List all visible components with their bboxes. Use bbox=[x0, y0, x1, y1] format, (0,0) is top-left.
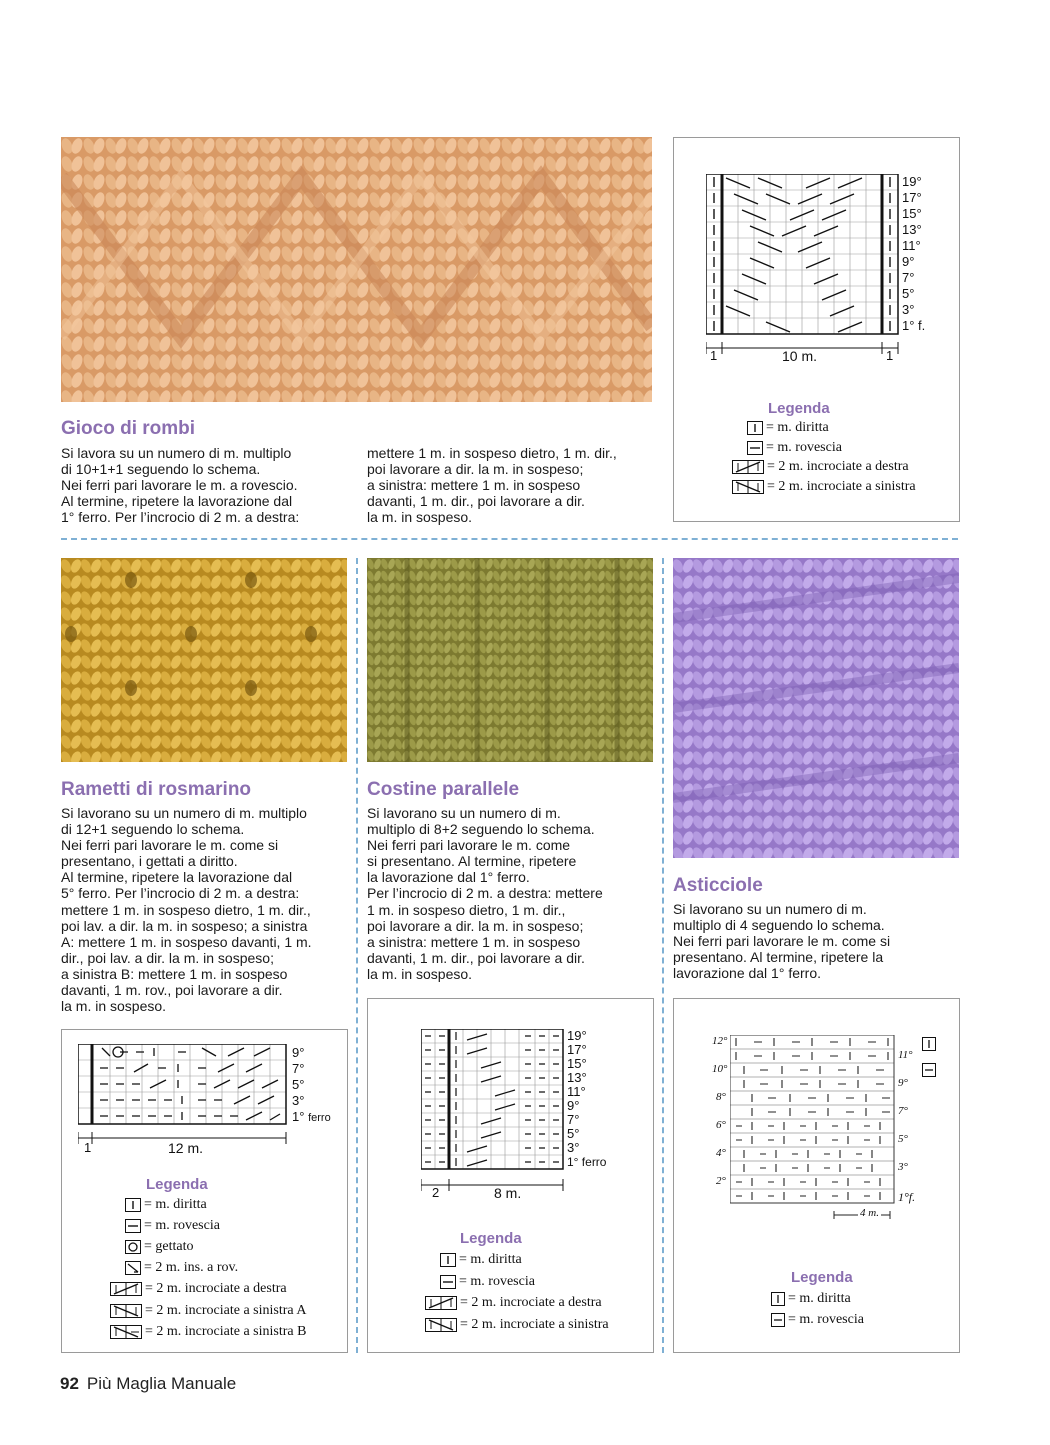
knit-stitch-icon bbox=[747, 421, 763, 435]
purl-stitch-icon bbox=[125, 1219, 141, 1233]
legend-item bbox=[771, 1312, 864, 1328]
instruction-line: mettere 1 m. in sospeso dietro, 1 m. dir., bbox=[367, 445, 617, 461]
legend-item bbox=[125, 1197, 207, 1213]
legend-label: = 2 m. incrociate a destra bbox=[767, 459, 909, 474]
chart-row-label: 1° f. bbox=[902, 318, 926, 333]
legend-item bbox=[747, 440, 842, 456]
instruction-line: Nei ferri pari lavorare le m. come bbox=[367, 837, 571, 854]
instruction-line: davanti, 1 m. dir., poi lavorare a dir. bbox=[367, 949, 585, 966]
chart-row-label: 13° bbox=[567, 1070, 587, 1085]
legend-item bbox=[425, 1317, 609, 1333]
legend-item bbox=[125, 1239, 194, 1255]
purl-two-together-icon bbox=[125, 1261, 141, 1275]
legend-label: = m. diritta bbox=[766, 420, 829, 435]
legend-item bbox=[110, 1324, 306, 1340]
page-footer bbox=[60, 1374, 236, 1394]
legend-label: = gettato bbox=[144, 1239, 194, 1254]
chart-box-gioco-di-rombi bbox=[673, 137, 960, 522]
chart-row-label: 11° bbox=[902, 238, 921, 253]
left-cross-icon bbox=[732, 480, 764, 494]
chart-row-label: 19° bbox=[902, 174, 922, 189]
chart-row-label: 9° bbox=[902, 254, 915, 269]
chart-width-label: 12 m. bbox=[168, 1140, 204, 1156]
legend-title: Legenda bbox=[768, 400, 830, 417]
yarn-over-icon bbox=[125, 1240, 141, 1254]
instruction-line: si presentano. Al termine, ripetere bbox=[367, 853, 577, 870]
pattern-instructions bbox=[673, 901, 958, 981]
knit-texture-peach bbox=[61, 137, 652, 402]
chart-row-label: 1° ferro bbox=[567, 1155, 607, 1169]
knitting-chart-grid bbox=[706, 174, 906, 364]
chart-width-label: 8 m. bbox=[494, 1185, 522, 1201]
pattern-title: Costine parallele bbox=[367, 779, 520, 800]
legend-item bbox=[110, 1281, 287, 1297]
chart-row-label: 5° bbox=[902, 286, 915, 301]
left-cross-icon bbox=[425, 1318, 457, 1332]
chart-row-label: 5° bbox=[567, 1126, 580, 1141]
pattern-title: Asticciole bbox=[673, 875, 763, 896]
legend-item bbox=[425, 1295, 602, 1311]
instruction-line: Nei ferri pari lavorare le m. come si bbox=[61, 837, 279, 854]
chart-width-label: 1 bbox=[710, 348, 718, 363]
instruction-line: a sinistra: mettere 1 m. in sospeso bbox=[367, 933, 581, 950]
chart-row-label: 7° bbox=[292, 1061, 305, 1076]
instruction-line: mettere 1 m. in sospeso dietro, 1 m. dir., bbox=[61, 901, 311, 918]
knit-texture-olive bbox=[367, 558, 653, 762]
instruction-line: davanti, 1 m. rov., poi lavorare a dir. bbox=[61, 982, 283, 999]
pattern-instructions-col1 bbox=[61, 445, 361, 525]
chart-row-label: 9° bbox=[567, 1098, 580, 1113]
legend-item bbox=[125, 1260, 238, 1276]
instruction-line: Nei ferri pari lavorare le m. a rovescio. bbox=[61, 477, 298, 494]
legend-item bbox=[732, 479, 916, 495]
instruction-line: poi lavorare a dir. la m. in sospeso; bbox=[367, 917, 584, 934]
legend-label: = 2 m. incrociate a destra bbox=[145, 1281, 287, 1296]
instruction-line: multiplo di 8+2 seguendo lo schema. bbox=[367, 821, 595, 838]
instruction-line: davanti, 1 m. dir., poi lavorare a dir. bbox=[367, 493, 585, 510]
instruction-line: Si lavorano su un numero di m. bbox=[673, 901, 867, 917]
chart-row-label: 7° bbox=[902, 270, 915, 285]
instruction-line: di 10+1+1 seguendo lo schema. bbox=[61, 461, 261, 478]
chart-row-label: 6° bbox=[716, 1119, 726, 1131]
page-number: 92 bbox=[60, 1374, 79, 1393]
instruction-line: Si lavorano su un numero di m. bbox=[367, 805, 561, 821]
legend-item bbox=[110, 1303, 306, 1319]
instruction-line: A: mettere 1 m. in sospeso davanti, 1 m. bbox=[61, 933, 312, 950]
instruction-line: Nei ferri pari lavorare le m. come si bbox=[673, 933, 891, 950]
instruction-line: Al termine, ripetere la lavorazione dal bbox=[61, 869, 293, 886]
instruction-line: 1 m. in sospeso dietro, 1 m. dir., bbox=[367, 901, 566, 918]
chart-row-label: 7° bbox=[567, 1112, 580, 1127]
chart-row-label: 5° bbox=[292, 1077, 305, 1092]
legend-item bbox=[440, 1252, 522, 1268]
instruction-line: poi lavorare a dir. la m. in sospeso; bbox=[367, 461, 584, 478]
legend-label: = m. rovescia bbox=[459, 1274, 535, 1289]
legend-item bbox=[732, 459, 909, 475]
pattern-title: Gioco di rombi bbox=[61, 418, 196, 439]
instruction-line: Si lavora su un numero di m. multiplo bbox=[61, 445, 292, 461]
legend-item bbox=[125, 1218, 220, 1234]
legend-item bbox=[771, 1291, 851, 1307]
chart-row-label: 15° bbox=[902, 206, 922, 221]
chart-row-label: 9° bbox=[898, 1077, 908, 1089]
purl-stitch-icon bbox=[922, 1063, 936, 1082]
pattern-instructions bbox=[61, 805, 353, 1014]
chart-width-label: 1 bbox=[84, 1140, 92, 1155]
instruction-line: 5° ferro. Per l’incrocio di 2 m. a destra: bbox=[61, 885, 300, 902]
legend-item bbox=[440, 1274, 535, 1290]
chart-row-label: 3° bbox=[898, 1161, 908, 1173]
legend-label: = m. rovescia bbox=[766, 440, 842, 455]
row-suffix: ferro bbox=[308, 1112, 331, 1124]
knitting-chart-grid bbox=[421, 1029, 571, 1209]
knitting-chart-grid-handdrawn bbox=[730, 1035, 900, 1225]
chart-box-costine-parallele bbox=[367, 998, 654, 1353]
chart-width-label: 4 m. bbox=[860, 1207, 879, 1219]
chart-row-label: 5° bbox=[898, 1133, 908, 1145]
chart-row-label: 4° bbox=[716, 1147, 726, 1159]
chart-row-label: 8° bbox=[716, 1091, 726, 1103]
instruction-line: multiplo di 4 seguendo lo schema. bbox=[673, 917, 885, 934]
chart-row-label: 11° bbox=[898, 1049, 913, 1061]
chart-row-label: 9° bbox=[292, 1045, 305, 1060]
chart-row-label: 1°f. bbox=[898, 1190, 916, 1204]
instruction-line: poi lav. a dir. la m. in sospeso; a sinistra bbox=[61, 917, 308, 934]
chart-row-label: 2° bbox=[716, 1175, 726, 1187]
right-cross-icon bbox=[110, 1282, 142, 1296]
legend-item bbox=[747, 420, 829, 436]
instruction-line: dir., poi lav. a dir. la m. in sospeso; bbox=[61, 949, 274, 966]
instruction-line: a sinistra: mettere 1 m. in sospeso bbox=[367, 477, 581, 494]
legend-title: Legenda bbox=[791, 1269, 853, 1286]
instruction-line: Al termine, ripetere la lavorazione dal bbox=[61, 493, 293, 510]
legend-label: = 2 m. incrociate a sinistra bbox=[460, 1317, 609, 1332]
chart-row-label: 7° bbox=[898, 1105, 908, 1117]
chart-row-label: 3° bbox=[292, 1093, 305, 1108]
instruction-line: Si lavorano su un numero di m. multiplo bbox=[61, 805, 307, 821]
legend-label: = 2 m. incrociate a destra bbox=[460, 1295, 602, 1310]
purl-stitch-icon bbox=[440, 1275, 456, 1289]
legend-title: Legenda bbox=[460, 1230, 522, 1247]
chart-row-label: 17° bbox=[902, 190, 922, 205]
chart-row-label: 10° bbox=[712, 1063, 728, 1075]
legend-label: = m. diritta bbox=[788, 1291, 851, 1306]
left-cross-a-icon bbox=[110, 1304, 142, 1318]
swatch-photo-gioco-di-rombi bbox=[61, 137, 652, 402]
right-cross-icon bbox=[732, 460, 764, 474]
chart-row-label: 19° bbox=[567, 1028, 587, 1043]
legend-label: = 2 m. ins. a rov. bbox=[144, 1260, 239, 1275]
legend-label: = 2 m. incrociate a sinistra bbox=[767, 479, 916, 494]
knit-texture-mustard bbox=[61, 558, 347, 762]
legend-label: = m. diritta bbox=[459, 1252, 522, 1267]
legend-label: = m. rovescia bbox=[144, 1218, 220, 1233]
pattern-title: Rametti di rosmarino bbox=[61, 779, 252, 800]
column-divider bbox=[356, 558, 358, 1353]
instruction-line: 1° ferro. Per l’incrocio di 2 m. a destra: bbox=[61, 509, 300, 526]
purl-stitch-icon bbox=[747, 441, 763, 455]
chart-row-label bbox=[292, 1109, 331, 1126]
chart-row-label: 3° bbox=[567, 1140, 580, 1155]
chart-row-label: 17° bbox=[567, 1042, 587, 1057]
swatch-photo-rametti-di-rosmarino bbox=[61, 558, 347, 762]
knit-texture-lilac bbox=[673, 558, 959, 858]
magazine-name: Più Maglia Manuale bbox=[86, 1374, 237, 1393]
purl-stitch-icon bbox=[771, 1313, 785, 1327]
instruction-line: Per l’incrocio di 2 m. a destra: mettere bbox=[367, 885, 603, 902]
section-divider bbox=[61, 538, 958, 540]
legend-title: Legenda bbox=[146, 1176, 208, 1193]
chart-box-asticciole bbox=[673, 998, 960, 1353]
instruction-line: la m. in sospeso. bbox=[61, 998, 167, 1015]
chart-row-label: 12° bbox=[712, 1035, 728, 1047]
left-cross-b-icon bbox=[110, 1325, 142, 1339]
instruction-line: presentano, i gettati a diritto. bbox=[61, 853, 238, 870]
column-divider bbox=[662, 558, 664, 1353]
legend-label: = 2 m. incrociate a sinistra B bbox=[145, 1324, 307, 1339]
legend-label: = m. rovescia bbox=[788, 1312, 864, 1327]
instruction-line: la m. in sospeso. bbox=[367, 509, 473, 526]
chart-row-label: 15° bbox=[567, 1056, 587, 1071]
knit-stitch-icon bbox=[922, 1037, 936, 1056]
swatch-photo-asticciole bbox=[673, 558, 959, 858]
right-cross-icon bbox=[425, 1296, 457, 1310]
instruction-line: presentano. Al termine, ripetere la bbox=[673, 949, 884, 966]
chart-box-rametti-di-rosmarino bbox=[61, 1029, 348, 1353]
instruction-line: a sinistra B: mettere 1 m. in sospeso bbox=[61, 965, 288, 982]
chart-width-label: 1 bbox=[886, 348, 894, 363]
instruction-line: la lavorazione dal 1° ferro. bbox=[367, 869, 530, 886]
chart-row-label: 11° bbox=[567, 1084, 586, 1099]
chart-row-label: 3° bbox=[902, 302, 915, 317]
swatch-photo-costine-parallele bbox=[367, 558, 653, 762]
knit-stitch-icon bbox=[440, 1253, 456, 1267]
legend-label: = 2 m. incrociate a sinistra A bbox=[145, 1303, 307, 1318]
instruction-line: la m. in sospeso. bbox=[367, 965, 473, 982]
pattern-instructions-col2 bbox=[367, 445, 667, 525]
knit-stitch-icon bbox=[125, 1198, 141, 1212]
instruction-line: di 12+1 seguendo lo schema. bbox=[61, 821, 245, 838]
knitting-chart-grid bbox=[78, 1044, 290, 1154]
chart-row-label: 13° bbox=[902, 222, 922, 237]
legend-label: = m. diritta bbox=[144, 1197, 207, 1212]
chart-width-label: 10 m. bbox=[782, 348, 818, 364]
chart-width-label: 2 bbox=[432, 1185, 440, 1200]
instruction-line: lavorazione dal 1° ferro. bbox=[673, 965, 822, 982]
pattern-instructions bbox=[367, 805, 657, 982]
knit-stitch-icon bbox=[771, 1292, 785, 1306]
row-number: 1° bbox=[292, 1109, 305, 1124]
